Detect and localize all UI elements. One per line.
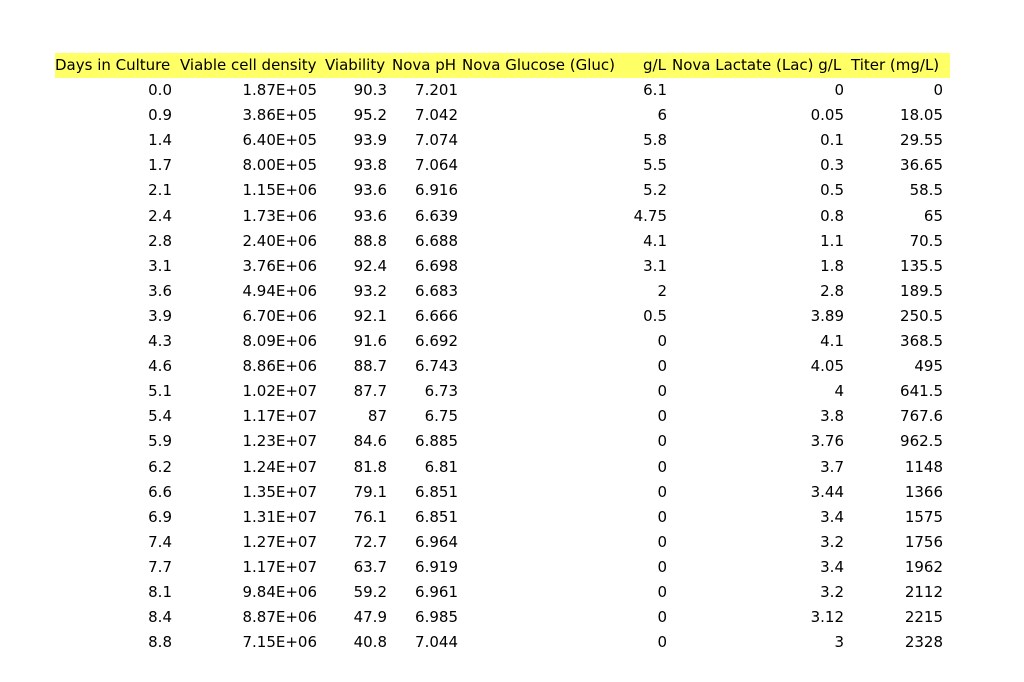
table-cell: 3.4	[820, 507, 844, 526]
column-header: Days in Culture	[55, 56, 171, 74]
table-cell: 0	[657, 608, 667, 627]
table-cell: 87	[367, 407, 387, 426]
table-cell: 1.31E+07	[242, 507, 317, 526]
table-cell: 6.698	[415, 256, 458, 275]
table-cell: 0	[657, 583, 667, 601]
table-cell: 6.961	[415, 583, 458, 601]
table-cell: 6.1	[643, 81, 667, 99]
table-cell: 76.1	[353, 507, 387, 526]
table-cell: 0	[657, 332, 667, 350]
table-cell: 8.4	[148, 608, 172, 627]
table-cell: 0	[657, 532, 667, 551]
table-cell: 1.7	[148, 156, 172, 175]
table-row	[55, 379, 950, 404]
table-cell: 1.23E+07	[242, 432, 317, 451]
table-cell: 0	[933, 81, 943, 99]
table-cell: 7.042	[415, 106, 458, 125]
table-cell: 0.1	[820, 131, 844, 150]
table-cell: 2.8	[820, 281, 844, 300]
table-cell: 8.87E+06	[242, 608, 317, 627]
table-cell: 3.2	[820, 583, 844, 601]
table-cell: 6.885	[415, 432, 458, 451]
table-cell: 2112	[904, 583, 943, 601]
table-cell: 1.4	[148, 131, 172, 150]
table-cell: 9.84E+06	[242, 583, 317, 601]
table-cell: 3.44	[810, 482, 844, 501]
table-cell: 6.985	[415, 608, 458, 627]
table-row	[55, 630, 950, 655]
table-cell: 6.9	[148, 507, 172, 526]
table-cell: 0	[657, 382, 667, 401]
table-cell: 92.1	[353, 306, 387, 325]
table-cell: 4.1	[643, 231, 667, 250]
table-cell: 1.1	[820, 231, 844, 250]
table-row	[55, 78, 950, 103]
table-cell: 0	[657, 507, 667, 526]
table-cell: 6.666	[415, 306, 458, 325]
table-row	[55, 480, 950, 505]
table-row	[55, 178, 950, 203]
table-cell: 1.73E+06	[242, 206, 317, 225]
table-cell: 0.8	[820, 206, 844, 225]
table-row	[55, 429, 950, 454]
table-cell: 40.8	[353, 633, 387, 652]
table-cell: 3.1	[643, 256, 667, 275]
table-cell: 6.916	[415, 181, 458, 200]
table-cell: 92.4	[353, 256, 387, 275]
table-cell: 7.4	[148, 532, 172, 551]
table-cell: 2	[657, 281, 667, 300]
table-row	[55, 505, 950, 530]
table-cell: 3.6	[148, 281, 172, 300]
table-cell: 368.5	[900, 332, 943, 350]
table-cell: 8.1	[148, 583, 172, 601]
column-header: Nova pH	[392, 56, 457, 74]
table-cell: 87.7	[353, 382, 387, 401]
table-row	[55, 555, 950, 580]
column-header: Nova Lactate (Lac) g/L	[672, 56, 842, 74]
table-cell: 93.8	[353, 156, 387, 175]
table-cell: 59.2	[353, 583, 387, 601]
table-cell: 1.17E+07	[242, 557, 317, 576]
table-cell: 0.5	[820, 181, 844, 200]
table-cell: 6.743	[415, 357, 458, 376]
table-cell: 93.9	[353, 131, 387, 150]
table-cell: 1.87E+05	[242, 81, 317, 99]
table-cell: 641.5	[900, 382, 943, 401]
table-cell: 4	[834, 382, 844, 401]
table-cell: 2.40E+06	[242, 231, 317, 250]
table-cell: 91.6	[353, 332, 387, 350]
table-cell: 90.3	[353, 81, 387, 99]
table-row	[55, 128, 950, 153]
table-cell: 72.7	[353, 532, 387, 551]
table-cell: 88.8	[353, 231, 387, 250]
table-row	[55, 455, 950, 480]
table-row	[55, 153, 950, 178]
table-cell: 0	[657, 633, 667, 652]
table-cell: 2.4	[148, 206, 172, 225]
table-cell: 1.15E+06	[242, 181, 317, 200]
table-cell: 1.35E+07	[242, 482, 317, 501]
table-cell: 81.8	[353, 457, 387, 476]
table-cell: 1575	[904, 507, 943, 526]
table-cell: 6.70E+06	[242, 306, 317, 325]
table-cell: 63.7	[353, 557, 387, 576]
column-header: Viable cell density	[180, 56, 317, 74]
table-cell: 6.964	[415, 532, 458, 551]
table-cell: 6.6	[148, 482, 172, 501]
table-cell: 4.6	[148, 357, 172, 376]
table-cell: 3.8	[820, 407, 844, 426]
table-cell: 0	[657, 482, 667, 501]
table-cell: 2215	[904, 608, 943, 627]
table-cell: 1366	[904, 482, 943, 501]
table-cell: 29.55	[900, 131, 943, 150]
table-row	[55, 204, 950, 229]
table-cell: 0.9	[148, 106, 172, 125]
column-header: Nova Glucose (Gluc)	[462, 56, 616, 74]
table-cell: 3.1	[148, 256, 172, 275]
table-cell: 8.8	[148, 633, 172, 652]
table-cell: 6.75	[424, 407, 458, 426]
table-cell: 0	[834, 81, 844, 99]
table-cell: 1.24E+07	[242, 457, 317, 476]
table-cell: 7.064	[415, 156, 458, 175]
table-cell: 250.5	[900, 306, 943, 325]
table-row	[55, 404, 950, 429]
table-cell: 47.9	[353, 608, 387, 627]
table-cell: 3.7	[820, 457, 844, 476]
table-cell: 6.639	[415, 206, 458, 225]
table-cell: 2.1	[148, 181, 172, 200]
table-cell: 5.2	[643, 181, 667, 200]
column-header: g/L	[643, 56, 666, 74]
table-cell: 2328	[904, 633, 943, 652]
table-cell: 7.074	[415, 131, 458, 150]
table-cell: 0	[657, 432, 667, 451]
table-cell: 5.5	[643, 156, 667, 175]
table-row	[55, 279, 950, 304]
table-cell: 5.8	[643, 131, 667, 150]
table-cell: 6.692	[415, 332, 458, 350]
table-cell: 7.7	[148, 557, 172, 576]
table-cell: 1.02E+07	[242, 382, 317, 401]
table-cell: 6.851	[415, 507, 458, 526]
table-cell: 495	[914, 357, 943, 376]
table-cell: 767.6	[900, 407, 943, 426]
column-header: Titer (mg/L)	[851, 56, 940, 74]
table-cell: 1.17E+07	[242, 407, 317, 426]
table-cell: 3.9	[148, 306, 172, 325]
table-cell: 79.1	[353, 482, 387, 501]
table-row	[55, 354, 950, 379]
table-cell: 4.3	[148, 332, 172, 350]
table-row	[55, 329, 950, 354]
table-cell: 0	[657, 457, 667, 476]
table-cell: 8.86E+06	[242, 357, 317, 376]
table-cell: 7.201	[415, 81, 458, 99]
table-cell: 0	[657, 557, 667, 576]
table-cell: 5.9	[148, 432, 172, 451]
table-cell: 0	[657, 357, 667, 376]
table-row	[55, 304, 950, 329]
table-cell: 7.15E+06	[242, 633, 317, 652]
table-row	[55, 530, 950, 555]
table-cell: 88.7	[353, 357, 387, 376]
table-row	[55, 580, 950, 605]
table-cell: 93.6	[353, 206, 387, 225]
table-row	[55, 605, 950, 630]
table-cell: 1756	[904, 532, 943, 551]
table-cell: 3.89	[810, 306, 844, 325]
table-cell: 4.1	[820, 332, 844, 350]
table-cell: 3.2	[820, 532, 844, 551]
table-cell: 6.851	[415, 482, 458, 501]
table-cell: 7.044	[415, 633, 458, 652]
table-cell: 3.12	[810, 608, 844, 627]
table-cell: 18.05	[900, 106, 943, 125]
table-cell: 70.5	[909, 231, 943, 250]
table-cell: 3.4	[820, 557, 844, 576]
table-cell: 3.86E+05	[242, 106, 317, 125]
table-cell: 6.919	[415, 557, 458, 576]
table-cell: 1.8	[820, 256, 844, 275]
table-cell: 93.6	[353, 181, 387, 200]
table-cell: 8.09E+06	[242, 332, 317, 350]
table-row	[55, 254, 950, 279]
table-cell: 6.683	[415, 281, 458, 300]
table-cell: 0.5	[643, 306, 667, 325]
table-cell: 0.0	[148, 81, 172, 99]
table-row	[55, 229, 950, 254]
table-cell: 36.65	[900, 156, 943, 175]
table-cell: 135.5	[900, 256, 943, 275]
header-row	[55, 53, 950, 78]
table-cell: 1.27E+07	[242, 532, 317, 551]
table-cell: 4.75	[633, 206, 667, 225]
table-cell: 0	[657, 407, 667, 426]
table-cell: 65	[923, 206, 943, 225]
table-cell: 6.40E+05	[242, 131, 317, 150]
table-cell: 1962	[904, 557, 943, 576]
table-cell: 962.5	[900, 432, 943, 451]
table-cell: 0.05	[810, 106, 844, 125]
table-cell: 3.76	[810, 432, 844, 451]
table-cell: 84.6	[353, 432, 387, 451]
table-cell: 6.688	[415, 231, 458, 250]
table-cell: 6.2	[148, 457, 172, 476]
table-cell: 0.3	[820, 156, 844, 175]
table-cell: 2.8	[148, 231, 172, 250]
table-cell: 6	[657, 106, 667, 125]
table-cell: 5.4	[148, 407, 172, 426]
table-cell: 6.73	[424, 382, 458, 401]
column-header: Viability	[325, 56, 386, 74]
table-cell: 8.00E+05	[242, 156, 317, 175]
table-cell: 6.81	[424, 457, 458, 476]
table-cell: 58.5	[909, 181, 943, 200]
table-cell: 4.05	[810, 357, 844, 376]
table-cell: 3.76E+06	[242, 256, 317, 275]
table-cell: 5.1	[148, 382, 172, 401]
table-cell: 95.2	[353, 106, 387, 125]
table-row	[55, 103, 950, 128]
table-cell: 189.5	[900, 281, 943, 300]
table-cell: 3	[834, 633, 844, 652]
table-cell: 93.2	[353, 281, 387, 300]
table-cell: 4.94E+06	[242, 281, 317, 300]
table-cell: 1148	[904, 457, 943, 476]
